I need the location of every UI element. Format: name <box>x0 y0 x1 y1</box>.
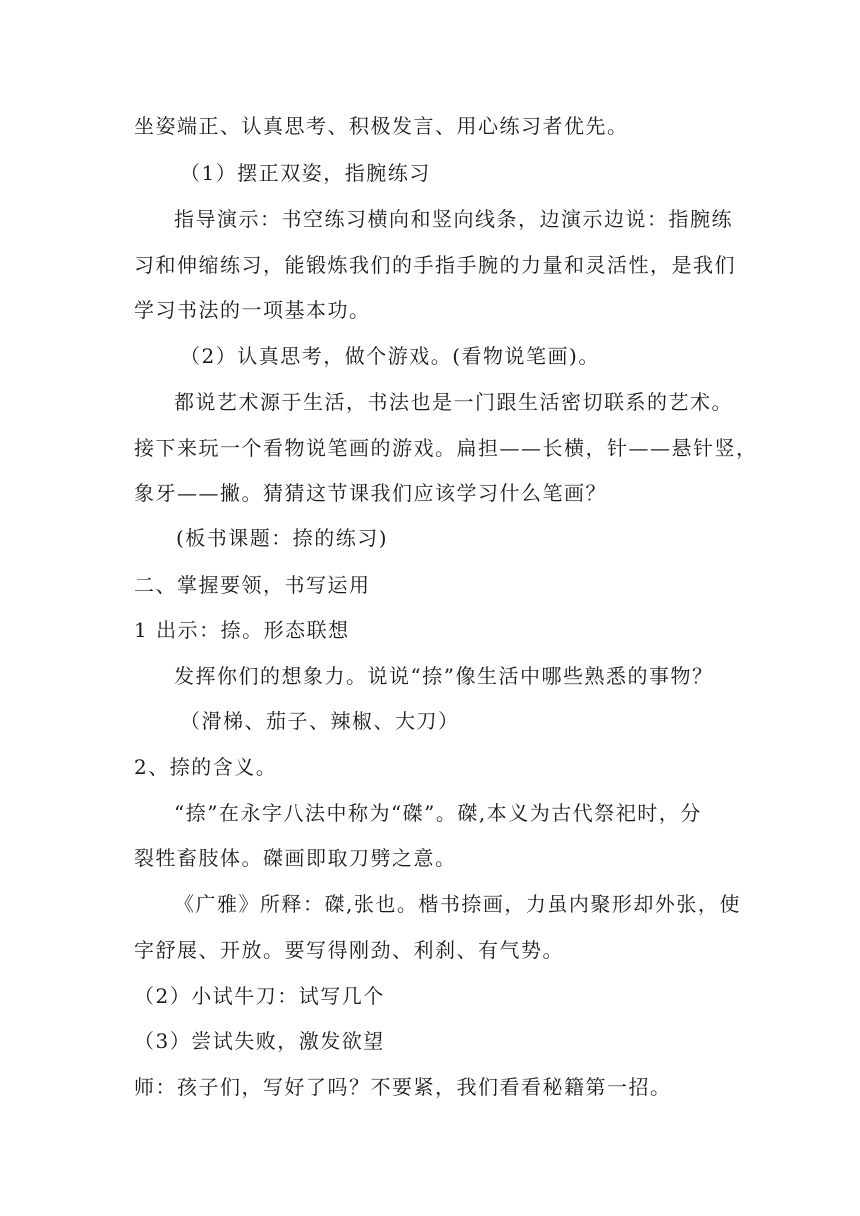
text-line: 学习书法的一项基本功。 <box>134 298 371 322</box>
text-line: 裂牲畜肢体。磔画即取刀劈之意。 <box>134 846 457 870</box>
text-line: （滑梯、茄子、辣椒、大刀） <box>180 709 460 733</box>
text-line: 师：孩子们，写好了吗？不要紧，我们看看秘籍第一招。 <box>134 1075 672 1099</box>
text-line: 坐姿端正、认真思考、积极发言、用心练习者优先。 <box>134 114 629 138</box>
subsection-heading: 1 出示：捺。形态联想 <box>134 618 350 642</box>
subsection-heading: 2、捺的含义。 <box>134 755 278 779</box>
text-line: 接下来玩一个看物说笔画的游戏。扁担——长横，针——悬针竖， <box>134 436 758 460</box>
text-line: 指导演示：书空练习横向和竖向线条，边演示边说：指腕练 <box>174 207 733 231</box>
text-line: (板书课题：捺的练习) <box>176 526 389 550</box>
text-line: 《广雅》所释：磔,张也。楷书捺画，力虽内聚形却外张，使 <box>174 892 741 916</box>
text-line: 都说艺术源于生活，书法也是一门跟生活密切联系的艺术。 <box>174 390 733 414</box>
text-line: 习和伸缩练习，能锻炼我们的手指手腕的力量和灵活性，是我们 <box>134 253 736 277</box>
text-line: （2）小试牛刀：试写几个 <box>134 984 385 1008</box>
text-line: “捺”在永字八法中称为“磔”。磔,本义为古代祭祀时，分 <box>174 801 702 825</box>
section-heading: 二、掌握要领，书写运用 <box>134 573 371 597</box>
text-line: 字舒展、开放。要写得刚劲、利刹、有气势。 <box>134 938 564 962</box>
text-line: 发挥你们的想象力。说说“捺”像生活中哪些熟悉的事物？ <box>174 664 714 688</box>
text-line: （2）认真思考，做个游戏。(看物说笔画)。 <box>180 344 600 368</box>
text-line: （3）尝试失败，激发欲望 <box>134 1029 385 1053</box>
text-line: （1）摆正双姿，指腕练习 <box>180 161 431 185</box>
text-line: 象牙——撇。猜猜这节课我们应该学习什么笔画？ <box>134 481 607 505</box>
